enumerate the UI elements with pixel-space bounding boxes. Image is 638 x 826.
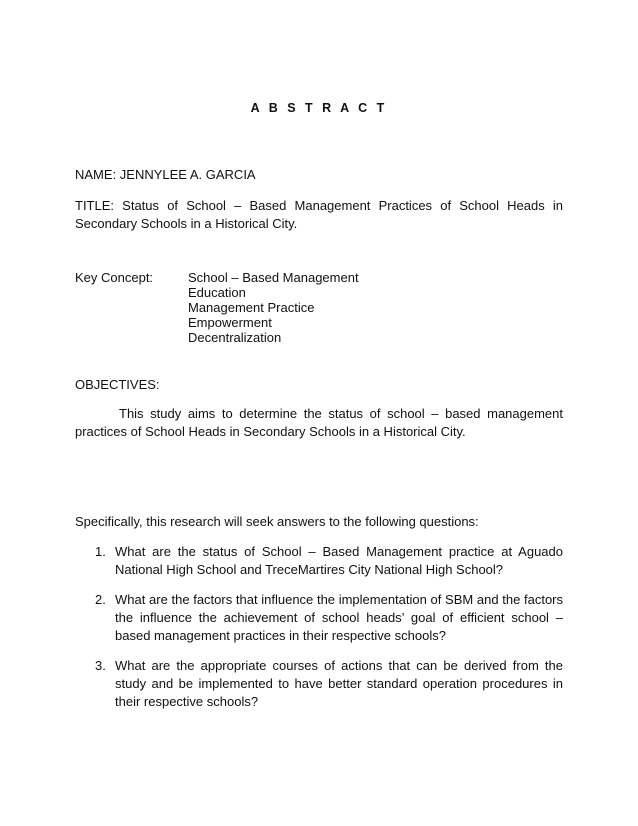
question-item	[75, 543, 563, 579]
objectives-paragraph: This study aims to determine the status of school – based management practices of School Heads in Secondary Schools in a Historical City.	[75, 406, 563, 439]
question-item	[75, 591, 563, 645]
key-concept-item: Decentralization	[188, 330, 282, 345]
key-concept-item: Empowerment	[188, 315, 272, 330]
title-line: TITLE: Status of School – Based Management Practices of School Heads in Secondary Schools in a Historical City.	[75, 198, 563, 231]
abstract-heading: A B S T R A C T	[250, 101, 388, 115]
name-line: NAME: JENNYLEE A. GARCIA	[75, 167, 256, 182]
question-number: 1.	[95, 544, 106, 559]
key-concept-label: Key Concept:	[75, 270, 154, 285]
questions-list	[75, 543, 563, 723]
key-concept-list	[188, 270, 359, 345]
specifically-line: Specifically, this research will seek answers to the following questions:	[75, 514, 479, 529]
question-item	[75, 657, 563, 711]
question-number: 3.	[95, 658, 106, 673]
key-concept-item: Management Practice	[188, 300, 315, 315]
question-number: 2.	[95, 592, 106, 607]
objectives-label: OBJECTIVES:	[75, 377, 160, 392]
question-text: What are the factors that influence the implementation of SBM and the factors the influence the achievement of school heads’ goal of efficient school – based management practices in their respective schools?	[115, 592, 563, 643]
question-text: What are the status of School – Based Management practice at Aguado National High School and TreceMartires City National High School?	[115, 544, 563, 577]
key-concept-item: Education	[188, 285, 246, 300]
key-concept-item: School – Based Management	[188, 270, 359, 285]
question-text: What are the appropriate courses of actions that can be derived from the study and be implemented to have better standard operation procedures in their respective schools?	[115, 658, 563, 709]
